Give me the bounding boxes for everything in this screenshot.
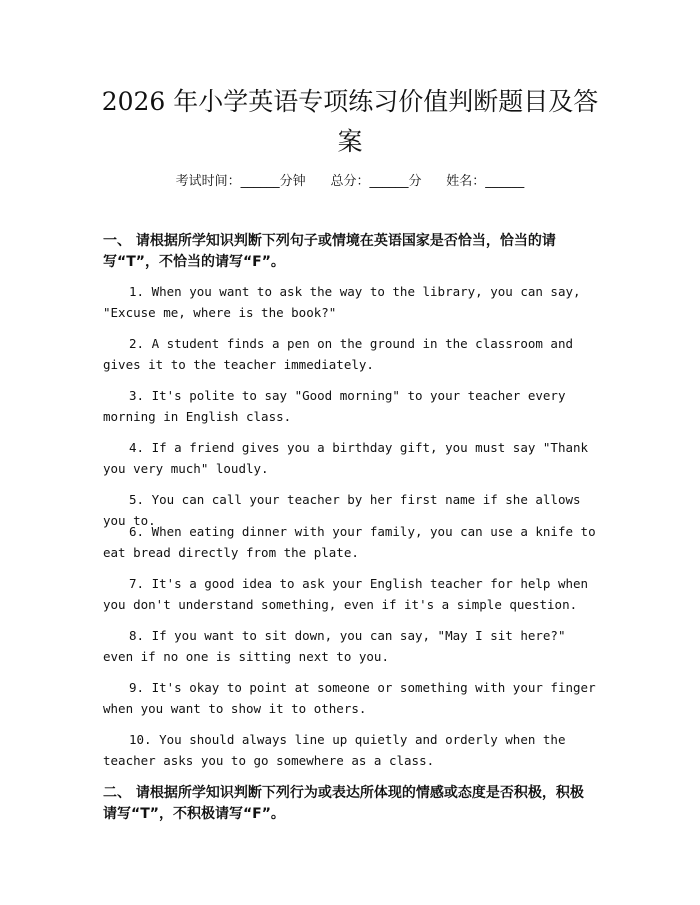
page-title: 2026 年小学英语专项练习价值判断题目及答案 bbox=[101, 87, 599, 156]
question-1: 1. When you want to ask the way to the library, you can say, "Excuse me, where is the book?" bbox=[103, 284, 581, 320]
total-score-label: 总分：______分 bbox=[330, 174, 422, 189]
question-9: 9. It's okay to point at someone or something with your finger when you want to show it to others. bbox=[103, 680, 596, 716]
question-7: 7. It's a good idea to ask your English teacher for help when you don't understand something, even if it's a simple question. bbox=[103, 576, 589, 612]
question-8: 8. If you want to sit down, you can say, "May I sit here?" even if no one is sitting next to you. bbox=[103, 628, 566, 664]
question-2: 2. A student finds a pen on the ground in the classroom and gives it to the teacher immediately. bbox=[103, 336, 574, 372]
section-1-heading: 一、 请根据所学知识判断下列句子或情境在英语国家是否恰当，恰当的请写“T”，不恰当的请写“F”。 bbox=[103, 233, 556, 270]
question-6: 6. When eating dinner with your family, you can use a knife to eat bread directly from the plate. bbox=[103, 524, 596, 560]
exam-info-line bbox=[0, 170, 700, 189]
question-10: 10. You should always line up quietly and orderly when the teacher asks you to go somewhere as a class. bbox=[103, 732, 566, 768]
student-name-label: 姓名：______ bbox=[446, 174, 525, 189]
question-3: 3. It's polite to say "Good morning" to your teacher every morning in English class. bbox=[103, 388, 566, 424]
section-2-heading: 二、 请根据所学知识判断下列行为或表达所体现的情感或态度是否积极，积极请写“T”，不积极请写“F”。 bbox=[103, 785, 584, 822]
exam-time-label: 考试时间：______分钟 bbox=[175, 174, 306, 189]
question-5: 5. You can call your teacher by her first name if she allows you to. bbox=[103, 492, 581, 528]
question-4: 4. If a friend gives you a birthday gift, you must say "Thank you very much" loudly. bbox=[103, 440, 589, 476]
